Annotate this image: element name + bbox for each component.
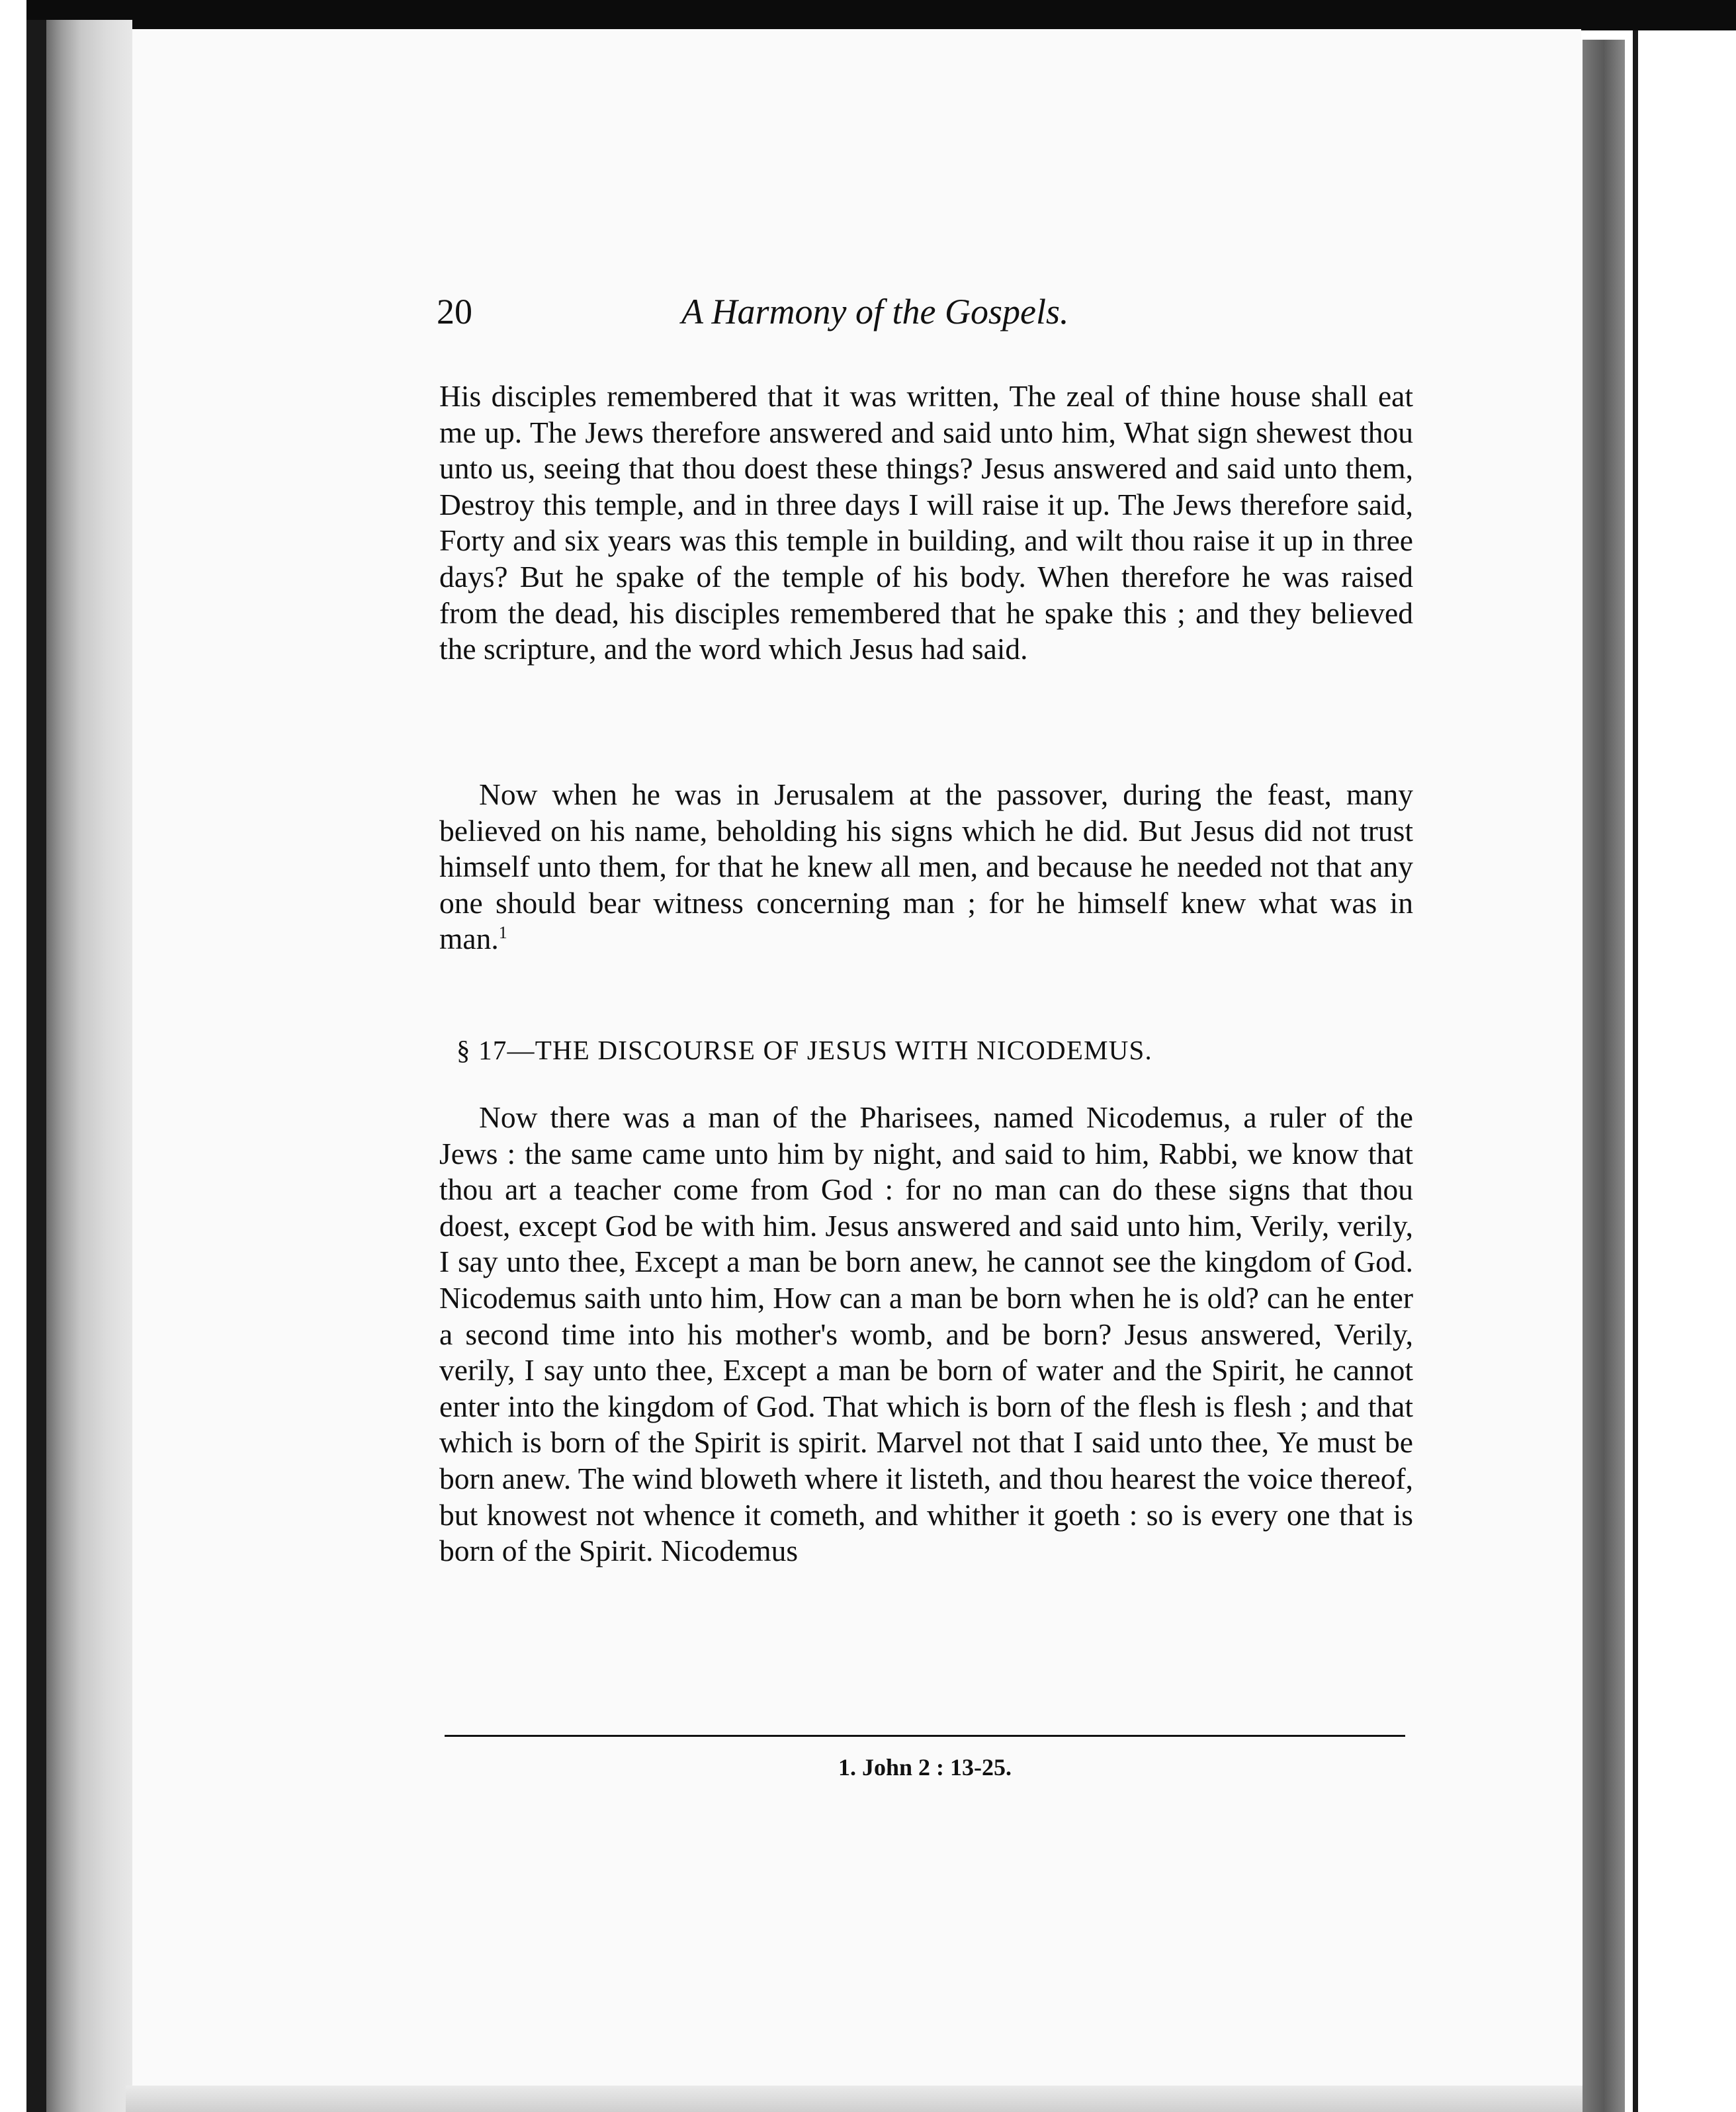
paragraph-2-text: Now when he was in Jerusalem at the passover, during the feast, many believed on his name, beholding his signs which he did. But Jesus did not trust himself unto them, for that he knew all men, and because he needed not that any one should bear witness concerning man ; for he himself knew what was in man. (439, 777, 1413, 956)
footnote-divider (445, 1735, 1405, 1737)
paragraph-1: His disciples remembered that it was written, The zeal of thine house shall eat me up. The Jews therefore answered and said unto him, What sign shewest thou unto us, seeing that thou doest these things? Jesus answered and said unto them, Destroy this temple, and in three days I will raise it up. The Jews therefore said, Forty and six years was this temple in building, and wilt thou raise it up in three days? But he spake of the temple of his body. When therefore he was raised from the dead, his disciples remembered that he spake this ; and they believed the scripture, and the word which Jesus had said. (439, 379, 1413, 666)
footnote-marker: 1 (498, 923, 507, 943)
footnote: 1. John 2 : 13-25. (838, 1754, 1012, 1781)
section-heading: § 17—THE DISCOURSE OF JESUS WITH NICODEMUS. (456, 1035, 1152, 1065)
scan-left-margin (0, 0, 26, 2112)
page-number: 20 (437, 292, 472, 331)
page-stack-edge (46, 20, 132, 2112)
page-bottom-edge (126, 2086, 1588, 2112)
scan-right-border (1633, 30, 1638, 2112)
paragraph-3: Now there was a man of the Pharisees, named Nicodemus, a ruler of the Jews : the same came unto him by night, and said to him, Rabbi, we know that thou art a teacher come from God : for no man can do these signs that thou doest, except God be with him. Jesus answered and said unto him, Verily, verily, I say unto thee, Except a man be born anew, he cannot see the kingdom of God. Nicodemus saith unto him, How can a man be born when he is old? can he enter a second time into his mother's womb, and be born? Jesus answered, Verily, verily, I say unto thee, Except a man be born of water and the Spirit, he cannot enter into the kingdom of God. That which is born of the flesh is flesh ; and that which is born of the Spirit is spirit. Marvel not that I said unto thee, Ye must be born anew. The wind bloweth where it listeth, and thou hearest the voice thereof, but knowest not whence it cometh, and whither it goeth : so is every one that is born of the Spirit. Nicodemus (439, 1100, 1413, 1568)
scan-top-border (0, 0, 1736, 30)
page-header (437, 291, 1409, 344)
book-spine-shadow (1583, 40, 1625, 2112)
book-left-edge (26, 20, 46, 2112)
paragraph-2 (439, 777, 1413, 957)
running-title: A Harmony of the Gospels. (681, 292, 1069, 331)
scan-right-margin (1625, 30, 1736, 2112)
